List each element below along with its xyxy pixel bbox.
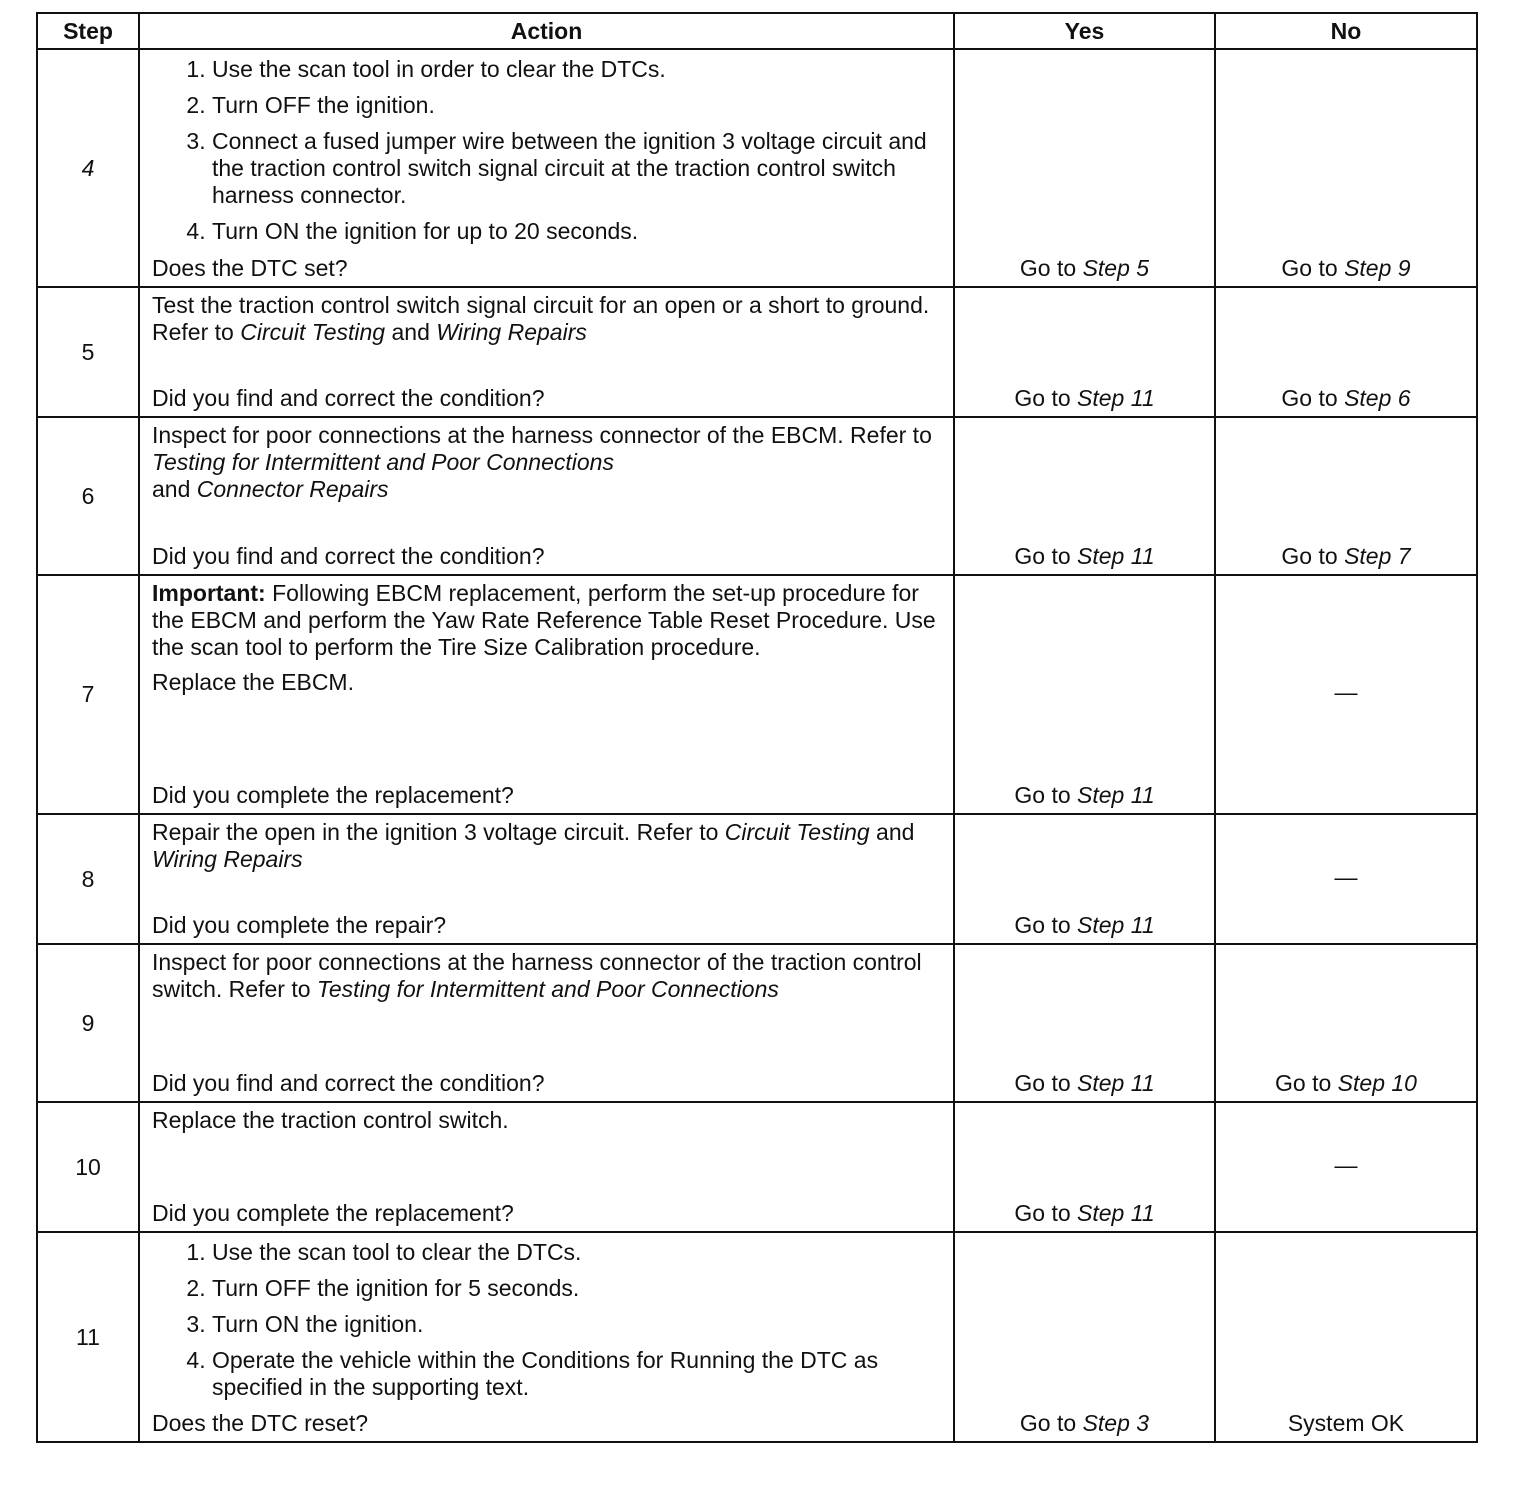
step-link[interactable]: Step 5 bbox=[1082, 255, 1150, 281]
step-link[interactable]: Step 10 bbox=[1337, 1070, 1417, 1096]
step-link[interactable]: Step 11 bbox=[1077, 385, 1155, 411]
no-cell: — bbox=[1215, 575, 1477, 814]
step-number: 5 bbox=[37, 287, 139, 417]
yes-cell: Go to Step 3 bbox=[954, 1232, 1215, 1442]
question-text: Does the DTC reset? bbox=[152, 1410, 369, 1436]
list-item: 1. Use the scan tool to clear the DTCs. bbox=[212, 1239, 943, 1266]
header-yes: Yes bbox=[954, 13, 1215, 49]
question-text: Did you complete the repair? bbox=[152, 912, 447, 938]
yes-cell: Go to Step 11 bbox=[954, 417, 1215, 575]
reference-link[interactable]: Testing for Intermittent and Poor Connections bbox=[152, 449, 614, 475]
reference-link[interactable]: Wiring Repairs bbox=[152, 846, 303, 872]
action-cell bbox=[139, 575, 954, 814]
step-link[interactable]: Step 3 bbox=[1082, 1410, 1150, 1436]
list-item: 3. Connect a fused jumper wire between the ignition 3 voltage circuit and the traction control switch signal circuit at the traction control switch harness connector. bbox=[212, 128, 943, 209]
list-item: 3. Turn ON the ignition. bbox=[212, 1311, 943, 1338]
table-row bbox=[37, 417, 1477, 575]
list-item: 1. Use the scan tool in order to clear the DTCs. bbox=[212, 56, 943, 83]
action-text: Inspect for poor connections at the harness connector of the traction control switch. Refer to Testing for Intermittent and Poor Connections bbox=[152, 949, 922, 1002]
step-link[interactable]: Step 6 bbox=[1344, 385, 1411, 411]
question-text: Does the DTC set? bbox=[152, 255, 348, 281]
step-link[interactable]: Step 11 bbox=[1077, 543, 1155, 569]
action-cell bbox=[139, 944, 954, 1102]
action-text: Repair the open in the ignition 3 voltage circuit. Refer to Circuit Testing and Wiring Repairs bbox=[152, 819, 915, 872]
action-text: Replace the traction control switch. bbox=[152, 1107, 509, 1133]
step-link[interactable]: Step 11 bbox=[1077, 1070, 1155, 1096]
reference-link[interactable]: Circuit Testing bbox=[240, 319, 386, 345]
reference-link[interactable]: Testing for Intermittent and Poor Connections bbox=[316, 976, 779, 1002]
table-row bbox=[37, 1102, 1477, 1232]
step-number: 7 bbox=[37, 575, 139, 814]
step-number: 8 bbox=[37, 814, 139, 944]
yes-cell: Go to Step 11 bbox=[954, 944, 1215, 1102]
action-text: Inspect for poor connections at the harness connector of the EBCM. Refer to Testing for Intermittent and Poor Connections and Connector Repairs bbox=[152, 422, 932, 502]
no-cell: Go to Step 9 bbox=[1215, 49, 1477, 287]
action-cell bbox=[139, 287, 954, 417]
no-cell: — bbox=[1215, 814, 1477, 944]
table-row bbox=[37, 814, 1477, 944]
step-link[interactable]: Step 11 bbox=[1077, 912, 1155, 938]
header-action: Action bbox=[139, 13, 954, 49]
list-item: 4. Turn ON the ignition for up to 20 seconds. bbox=[212, 218, 943, 245]
step-number: 10 bbox=[37, 1102, 139, 1232]
action-cell bbox=[139, 1232, 954, 1442]
yes-cell: Go to Step 11 bbox=[954, 1102, 1215, 1232]
yes-cell: Go to Step 11 bbox=[954, 287, 1215, 417]
header-no: No bbox=[1215, 13, 1477, 49]
reference-link[interactable]: Connector Repairs bbox=[196, 476, 389, 502]
important-label: Important: bbox=[152, 580, 266, 606]
no-cell: Go to Step 10 bbox=[1215, 944, 1477, 1102]
step-link[interactable]: Step 11 bbox=[1077, 782, 1155, 808]
yes-cell: Go to Step 5 bbox=[954, 49, 1215, 287]
no-cell: System OK bbox=[1215, 1232, 1477, 1442]
step-link[interactable]: Step 9 bbox=[1344, 255, 1411, 281]
table-row bbox=[37, 49, 1477, 287]
action-text: Test the traction control switch signal circuit for an open or a short to ground. Refer to Circuit Testing and Wiring Repairs bbox=[152, 292, 930, 345]
question-text: Did you find and correct the condition? bbox=[152, 1070, 545, 1096]
list-item: 4. Operate the vehicle within the Conditions for Running the DTC as specified in the supporting text. bbox=[212, 1347, 943, 1401]
reference-link[interactable]: Circuit Testing bbox=[724, 819, 870, 845]
action-list bbox=[152, 56, 943, 254]
header-step: Step bbox=[37, 13, 139, 49]
diagnostic-table bbox=[36, 12, 1478, 1443]
question-text: Did you complete the replacement? bbox=[152, 1200, 514, 1226]
question-text: Did you complete the replacement? bbox=[152, 782, 514, 808]
table-row bbox=[37, 287, 1477, 417]
action-cell bbox=[139, 1102, 954, 1232]
yes-cell: Go to Step 11 bbox=[954, 575, 1215, 814]
action-cell bbox=[139, 49, 954, 287]
question-text: Did you find and correct the condition? bbox=[152, 543, 545, 569]
list-item: 2. Turn OFF the ignition for 5 seconds. bbox=[212, 1275, 943, 1302]
question-text: Did you find and correct the condition? bbox=[152, 385, 545, 411]
list-item: 2. Turn OFF the ignition. bbox=[212, 92, 943, 119]
yes-cell: Go to Step 11 bbox=[954, 814, 1215, 944]
no-cell: — bbox=[1215, 1102, 1477, 1232]
step-number: 4 bbox=[37, 49, 139, 287]
action-cell bbox=[139, 814, 954, 944]
step-number: 11 bbox=[37, 1232, 139, 1442]
important-note: Important: Following EBCM replacement, perform the set-up procedure for the EBCM and perform the Yaw Rate Reference Table Reset Procedure. Use the scan tool to perform the Tire Size Calibration procedure. bbox=[152, 580, 936, 660]
step-number: 6 bbox=[37, 417, 139, 575]
step-link[interactable]: Step 7 bbox=[1344, 543, 1411, 569]
action-list bbox=[152, 1239, 943, 1410]
table-row bbox=[37, 944, 1477, 1102]
step-number: 9 bbox=[37, 944, 139, 1102]
header-row bbox=[37, 13, 1477, 49]
table-row bbox=[37, 1232, 1477, 1442]
table-row bbox=[37, 575, 1477, 814]
no-cell: Go to Step 6 bbox=[1215, 287, 1477, 417]
action-text: Replace the EBCM. bbox=[152, 669, 354, 695]
reference-link[interactable]: Wiring Repairs bbox=[436, 319, 587, 345]
action-cell bbox=[139, 417, 954, 575]
no-cell: Go to Step 7 bbox=[1215, 417, 1477, 575]
step-link[interactable]: Step 11 bbox=[1077, 1200, 1155, 1226]
